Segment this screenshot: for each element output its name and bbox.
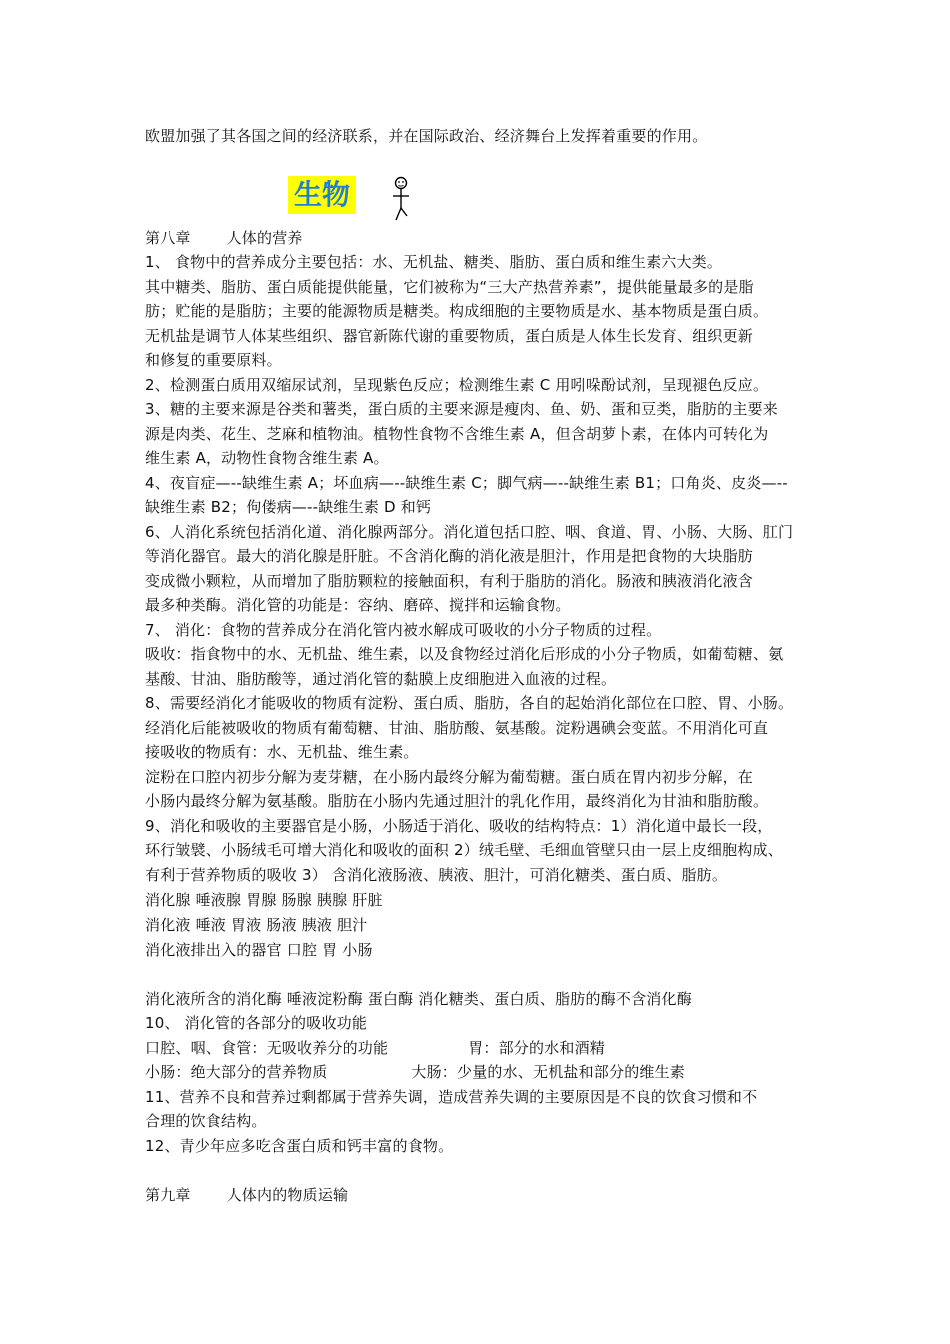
text-line: 经消化后能被吸收的物质有葡萄糖、甘油、脂肪酸、氨基酸。淀粉遇碘会变蓝。不用消化可直: [145, 719, 769, 737]
text-line: 11、营养不良和营养过剩都属于营养失调，造成营养失调的主要原因是不良的饮食习惯和不: [145, 1088, 758, 1106]
text-line: 消化液 唾液 胃液 肠液 胰液 胆汁: [145, 916, 368, 934]
text-line: 缺维生素 B2；佝偻病—--缺维生素 D 和钙: [145, 498, 432, 516]
text-line: 2、检测蛋白质用双缩尿试剂，呈现紫色反应；检测维生素 C 用吲哚酚试剂，呈现褪色反应。: [145, 376, 769, 394]
chapter-9-heading: [145, 1185, 348, 1205]
text-line: 消化液排出入的器官 口腔 胃 小肠: [145, 941, 373, 959]
text-line: 9、消化和吸收的主要器官是小肠，小肠适于消化、吸收的结构特点：1）消化道中最长一段，: [145, 817, 773, 835]
text-line: 无机盐是调节人体某些组织、器官新陈代谢的重要物质，蛋白质是人体生长发育、组织更新: [145, 327, 754, 345]
text-line: 最多种类酶。消化管的功能是：容纳、磨碎、搅拌和运输食物。: [145, 596, 571, 614]
text-line: 消化腺 唾液腺 胃腺 肠腺 胰腺 肝脏: [145, 891, 383, 909]
chapter-8-title: 人体的营养: [226, 229, 303, 247]
chapter-9-number: 第九章: [145, 1186, 191, 1204]
absorption-mouth: 口腔、咽、食管：无吸收养分的功能: [145, 1039, 389, 1057]
text-line: 和修复的重要原料。: [145, 351, 282, 369]
text-line: 接吸收的物质有：水、无机盐、维生素。: [145, 743, 419, 761]
chapter-8-number: 第八章: [145, 229, 191, 247]
text-line: 合理的饮食结构。: [145, 1112, 267, 1130]
subject-title-block: [288, 176, 356, 220]
text-line: 7、 消化：食物的营养成分在消化管内被水解成可吸收的小分子物质的过程。: [145, 621, 662, 639]
text-line: 肪；贮能的是脂肪；主要的能源物质是糖类。构成细胞的主要物质是水、基本物质是蛋白质。: [145, 302, 769, 320]
text-line: 1、 食物中的营养成分主要包括：水、无机盐、糖类、脂肪、蛋白质和维生素六大类。: [145, 253, 723, 271]
text-line: 等消化器官。最大的消化腺是肝脏。不含消化酶的消化液是胆汁，作用是把食物的大块脂肪: [145, 547, 754, 565]
text-line: 4、夜盲症—--缺维生素 A；坏血病—--缺维生素 C；脚气病—--缺维生素 B1；口角炎、皮炎—--: [145, 474, 788, 492]
text-line: 变成微小颗粒，从而增加了脂肪颗粒的接触面积，有利于脂肪的消化。肠液和胰液消化液含: [145, 572, 754, 590]
text-line: 小肠内最终分解为氨基酸。脂肪在小肠内先通过胆汁的乳化作用，最终消化为甘油和脂肪酸。: [145, 792, 769, 810]
text-line: 其中糖类、脂肪、蛋白质能提供能量，它们被称为“三大产热营养素”，提供能量最多的是脂: [145, 278, 754, 296]
absorption-line-1: [145, 1038, 605, 1058]
subject-title: 生物: [288, 176, 356, 214]
text-line: 10、 消化管的各部分的吸收功能: [145, 1014, 368, 1032]
chapter-9-title: 人体内的物质运输: [226, 1186, 349, 1204]
absorption-small-intestine: 小肠：绝大部分的营养物质: [145, 1063, 328, 1081]
text-line: 环行皱襞、小肠绒毛可增大消化和吸收的面积 2）绒毛壁、毛细血管壁只由一层上皮细胞构成、: [145, 841, 783, 859]
text-line: 6、人消化系统包括消化道、消化腺两部分。消化道包括口腔、咽、食道、胃、小肠、大肠、肛门: [145, 523, 794, 541]
text-line: 12、青少年应多吃含蛋白质和钙丰富的食物。: [145, 1137, 454, 1155]
text-line: 有利于营养物质的吸收 3） 含消化液肠液、胰液、胆汁，可消化糖类、蛋白质、脂肪。: [145, 866, 728, 884]
text-line: 维生素 A，动物性食物含维生素 A。: [145, 449, 389, 467]
stick-figure-icon: [390, 176, 412, 222]
absorption-line-2: [145, 1062, 685, 1082]
text-line: 3、糖的主要来源是谷类和薯类，蛋白质的主要来源是瘦肉、鱼、奶、蛋和豆类，脂肪的主要来: [145, 400, 778, 418]
text-line: 淀粉在口腔内初步分解为麦芽糖，在小肠内最终分解为葡萄糖。蛋白质在胃内初步分解，在: [145, 768, 754, 786]
absorption-large-intestine: 大肠：少量的水、无机盐和部分的维生素: [411, 1063, 686, 1081]
intro-line: 欧盟加强了其各国之间的经济联系，并在国际政治、经济舞台上发挥着重要的作用。: [145, 127, 708, 145]
chapter-8-heading: [145, 228, 303, 248]
absorption-stomach: 胃：部分的水和酒精: [468, 1039, 606, 1057]
text-line: 源是肉类、花生、芝麻和植物油。植物性食物不含维生素 A，但含胡萝卜素，在体内可转化为: [145, 425, 769, 443]
text-line: 基酸、甘油、脂肪酸等，通过消化管的黏膜上皮细胞进入血液的过程。: [145, 670, 617, 688]
text-line: 吸收：指食物中的水、无机盐、维生素，以及食物经过消化后形成的小分子物质，如葡萄糖、氨: [145, 645, 784, 663]
text-line: 8、需要经消化才能吸收的物质有淀粉、蛋白质、脂肪，各自的起始消化部位在口腔、胃、小肠。: [145, 694, 794, 712]
text-line: 消化液所含的消化酶 唾液淀粉酶 蛋白酶 消化糖类、蛋白质、脂肪的酶不含消化酶: [145, 990, 692, 1008]
